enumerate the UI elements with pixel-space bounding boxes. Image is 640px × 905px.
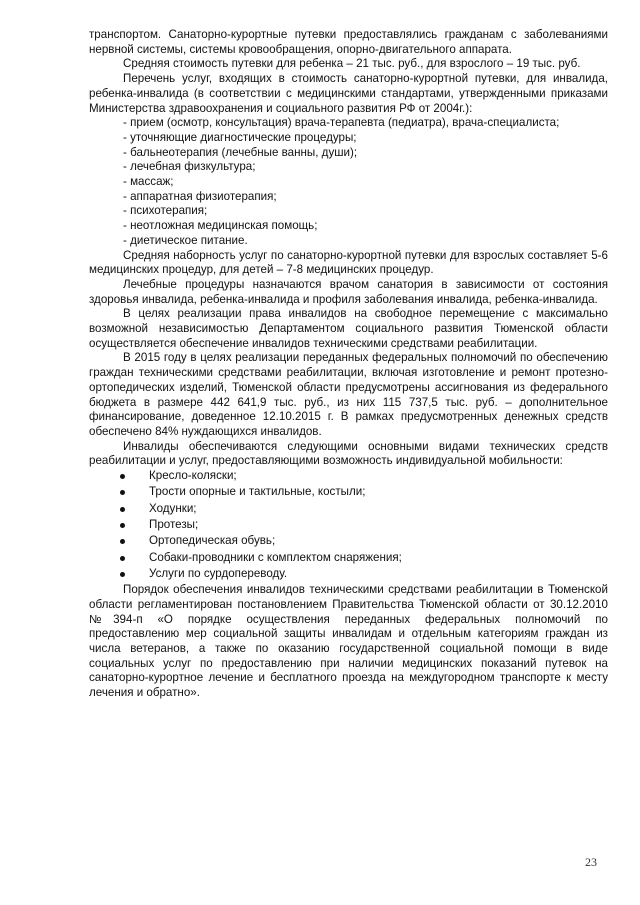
paragraph-services-intro: Перечень услуг, входящих в стоимость санаторно-курортной путевки, для инвалида, ребенка-инвалида (в соответствии с медицинскими стандартами, утвержденными приказами Министерства здравоохранения и социального развития РФ от 2004г.): xyxy=(89,72,608,115)
rehab-means-item xyxy=(89,502,608,517)
paragraph-2015-funding: В 2015 году в целях реализации переданных федеральных полномочий по обеспечению граждан техническими средствами реабилитации, включая изготовление и ремонт протезно-ортопедических изделий, Тюменской области предусмотрены ассигнования из федерального бюджета в размере 442 641,9 тыс. руб., из них 115 737,5 тыс. руб. – дополнительное финансирование, доведенное 12.10.2015 г. В рамках предусмотренных денежных средств обеспечено 84% нуждающихся инвалидов. xyxy=(89,351,608,438)
rehab-means-label: Протезы; xyxy=(149,517,199,531)
services-list-item: - бальнеотерапия (лечебные ванны, души); xyxy=(123,145,358,159)
paragraph-rehab-intro: Инвалиды обеспечиваются следующими основными видами технических средств реабилитации и услуг, предоставляющими возможность индивидуальной мобильности: xyxy=(89,439,608,468)
services-list-item: - диетическое питание. xyxy=(123,233,248,247)
rehab-means-label: Ортопедическая обувь; xyxy=(149,534,276,548)
services-list-item: - уточняющие диагностические процедуры; xyxy=(123,130,357,144)
bullet-icon xyxy=(120,490,125,495)
paragraph-free-movement: В целях реализации права инвалидов на свободное перемещение с максимально возможной независимостью Департаментом социального развития Тюменской области осуществляется обеспечение инвалидов техническими средствами реабилитации. xyxy=(89,307,608,350)
rehab-means-label: Ходунки; xyxy=(149,501,197,515)
services-list-item: - массаж; xyxy=(123,175,174,189)
rehab-means-label: Кресло-коляски; xyxy=(149,469,237,483)
bullet-icon xyxy=(120,556,125,561)
paragraph-average-services: Средняя наборность услуг по санаторно-курортной путевки для взрослых составляет 5-6 медицинских процедур, для детей – 7-8 медицинских процедур. xyxy=(89,248,608,277)
paragraph-procedure-regulation: Порядок обеспечения инвалидов техническими средствами реабилитации в Тюменской области регламентирован постановлением Правительства Тюменской области от 30.12.2010 №394-п «О порядке осуществления переданных федеральных полномочий по предоставлению мер социальной защиты инвалидам и отдельным категориям граждан из числа ветеранов, а также по оказанию государственной социальной помощи в виде социальных услуг по предоставлению при наличии медицинских показаний путевок на санаторно-курортное лечение и бесплатного проезда на междугородном транспорте к месту лечения и обратно». xyxy=(89,583,608,700)
services-list-item: - лечебная физкультура; xyxy=(123,160,256,174)
services-list-item: - аппаратная физиотерапия; xyxy=(123,189,277,203)
paragraph-transport: транспортом. Санаторно-курортные путевки предоставлялись гражданам с заболеваниями нервной системы, системы кровообращения, опорно-двигательного аппарата. xyxy=(89,28,608,56)
rehab-means-item xyxy=(89,534,608,549)
rehab-means-label: Услуги по сурдопереводу. xyxy=(149,566,288,580)
services-list-item: - психотерапия; xyxy=(123,204,208,218)
paragraph-procedures: Лечебные процедуры назначаются врачом санатория в зависимости от состояния здоровья инвалида, ребенка-инвалида и профиля заболевания инвалида, ребенка-инвалида. xyxy=(89,277,608,306)
rehab-means-item xyxy=(89,518,608,533)
services-list xyxy=(89,116,608,248)
services-list-item: - неотложная медицинская помощь; xyxy=(123,219,318,233)
bullet-icon xyxy=(120,507,125,512)
bullet-icon xyxy=(120,523,125,528)
bullet-icon xyxy=(120,572,125,577)
rehab-means-label: Собаки-проводники с комплектом снаряжения; xyxy=(149,550,402,564)
services-list-item: - прием (осмотр, консультация) врача-терапевта (педиатра), врача-специалиста; xyxy=(123,116,560,130)
bullet-icon xyxy=(120,474,125,479)
rehab-means-list xyxy=(89,469,608,581)
paragraph-voucher-cost: Средняя стоимость путевки для ребенка – 21 тыс. руб., для взрослого – 19 тыс. руб. xyxy=(123,57,581,71)
rehab-means-item xyxy=(89,469,608,484)
document-page xyxy=(89,28,608,701)
rehab-means-item xyxy=(89,551,608,566)
rehab-means-label: Трости опорные и тактильные, костыли; xyxy=(149,485,366,499)
rehab-means-item xyxy=(89,485,608,500)
bullet-icon xyxy=(120,539,125,544)
rehab-means-item xyxy=(89,567,608,582)
page-number: 23 xyxy=(585,855,597,869)
